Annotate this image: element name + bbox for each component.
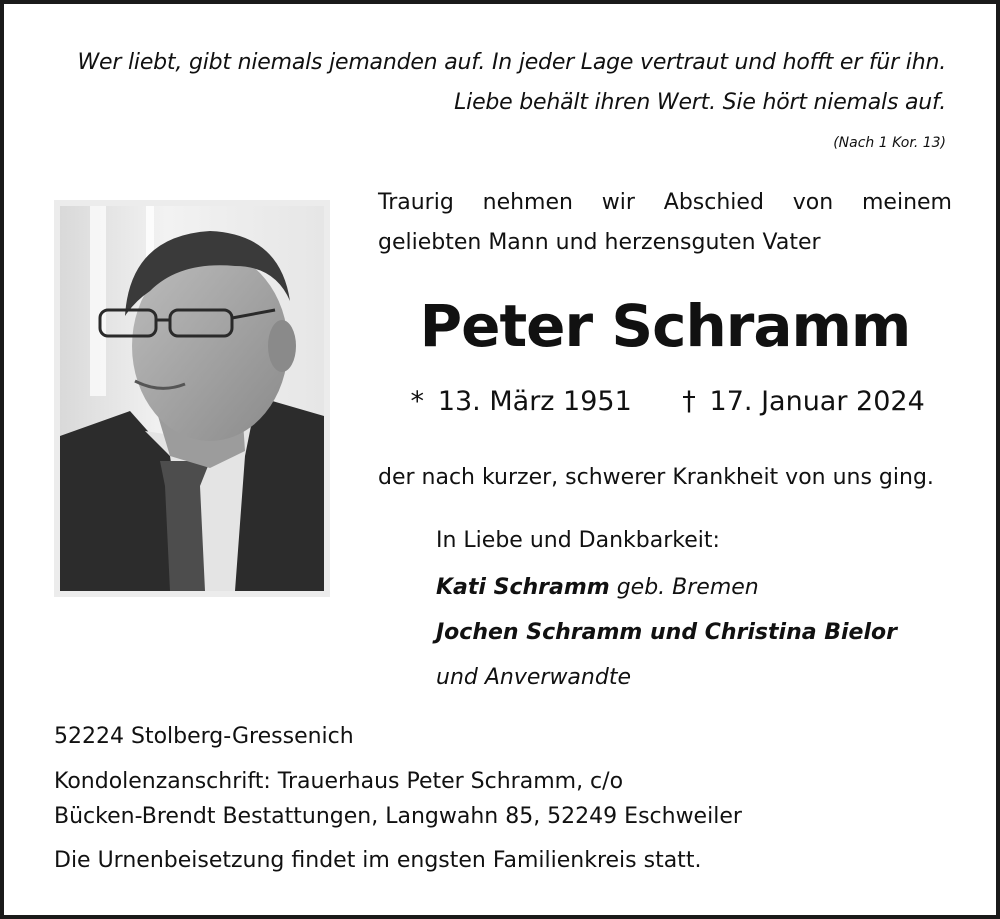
address-line-2: Bücken-Brendt Bestattungen, Langwahn 85, 52249 Eschweiler — [54, 804, 742, 829]
address-line-1: Kondolenzanschrift: Trauerhaus Peter Schramm, c/o — [54, 769, 624, 794]
mourner-2: Jochen Schramm und Christina Bielor — [436, 620, 897, 645]
quote-line-2: Liebe behält ihren Wert. Sie hört niemals auf. — [454, 90, 946, 115]
intro-line-1: Traurig nehmen wir Abschied von meinem — [378, 190, 952, 215]
birth-date: 13. März 1951 — [437, 386, 632, 417]
portrait-photo — [54, 200, 330, 597]
quote-line-1: Wer liebt, gibt niemals jemanden auf. In jeder Lage vertraut und hofft er für ihn. — [77, 50, 946, 75]
portrait-illustration — [60, 206, 324, 591]
mourner-1 — [436, 575, 759, 600]
death-date: 17. Januar 2024 — [709, 386, 925, 417]
cause-of-death: der nach kurzer, schwerer Krankheit von uns ging. — [378, 465, 934, 490]
deceased-name: Peter Schramm — [419, 292, 911, 360]
life-dates — [378, 386, 952, 417]
mourner-3: und Anverwandte — [436, 665, 631, 690]
intro-line-2: geliebten Mann und herzensguten Vater — [378, 230, 821, 255]
quote-source: (Nach 1 Kor. 13) — [833, 135, 946, 151]
mourner-1-suffix: geb. Bremen — [616, 575, 759, 600]
birth-star-icon: * — [410, 386, 424, 417]
location: 52224 Stolberg-Gressenich — [54, 724, 354, 749]
mourner-1-name: Kati Schramm — [436, 575, 610, 600]
mourners-heading: In Liebe und Dankbarkeit: — [436, 528, 720, 553]
ceremony-note: Die Urnenbeisetzung findet im engsten Familienkreis statt. — [54, 848, 702, 873]
death-cross-icon: † — [682, 386, 696, 417]
